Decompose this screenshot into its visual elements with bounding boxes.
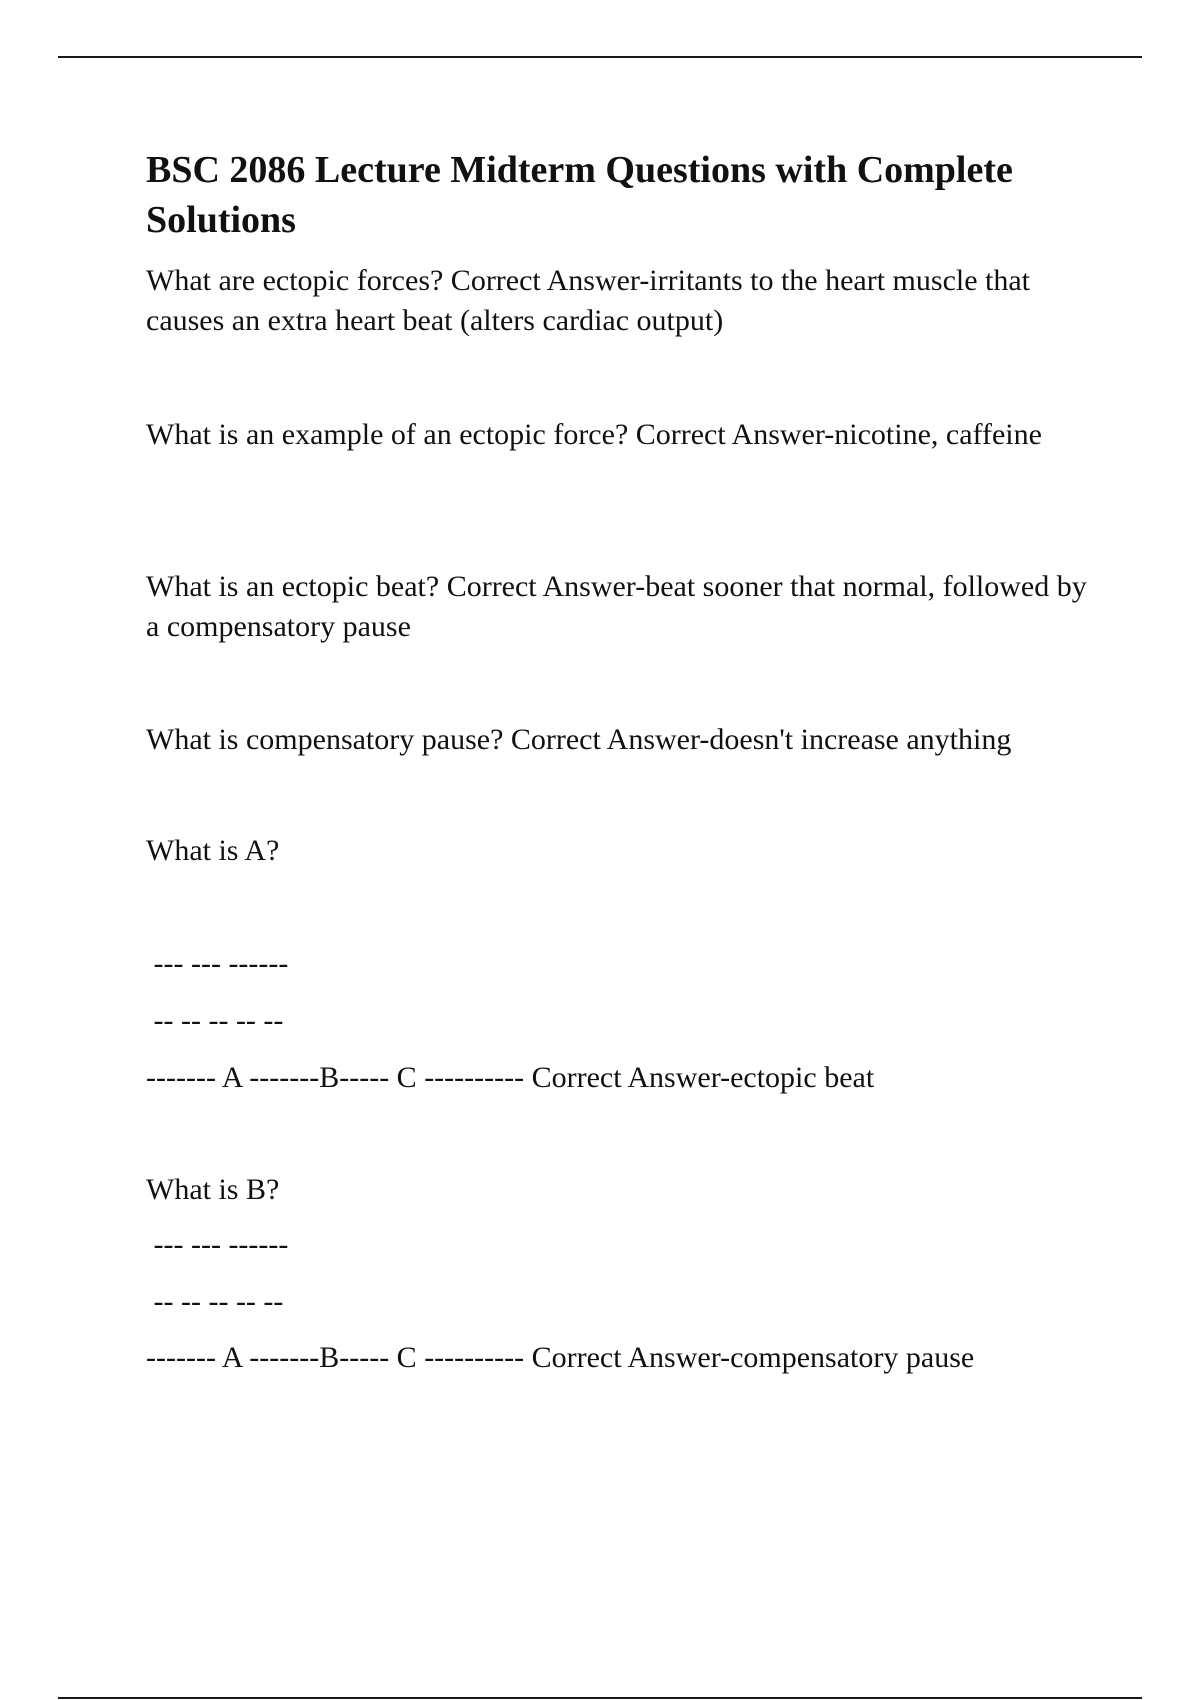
question-what-is-a: What is A? — [146, 834, 280, 867]
diagram-b-line-1: --- --- ------ — [146, 1228, 289, 1261]
answer-what-is-a: ------- A -------B----- C ---------- Correct Answer-ectopic beat — [146, 1061, 875, 1094]
qa-item-compensatory-pause: What is compensatory pause? Correct Answer-doesn't increase anything — [146, 723, 1012, 756]
footer-rule — [58, 1697, 1142, 1699]
qa-item-ectopic-forces: What are ectopic forces? Correct Answer-irritants to the heart muscle that causes an extra heart beat (alters cardiac output) — [146, 264, 1031, 337]
header-rule — [58, 56, 1142, 58]
question-what-is-b: What is B? — [146, 1173, 280, 1206]
qa-item-ectopic-force-example: What is an example of an ectopic force? Correct Answer-nicotine, caffeine — [146, 418, 1042, 451]
diagram-a-line-1: --- --- ------ — [146, 947, 289, 980]
answer-what-is-b: ------- A -------B----- C ---------- Correct Answer-compensatory pause — [146, 1341, 975, 1374]
document-title: BSC 2086 Lecture Midterm Questions with Complete Solutions — [146, 149, 1013, 241]
diagram-b-line-2: -- -- -- -- -- — [146, 1285, 284, 1318]
qa-item-ectopic-beat: What is an ectopic beat? Correct Answer-beat sooner that normal, followed by a compensatory pause — [146, 570, 1087, 643]
diagram-a-line-2: -- -- -- -- -- — [146, 1004, 284, 1037]
